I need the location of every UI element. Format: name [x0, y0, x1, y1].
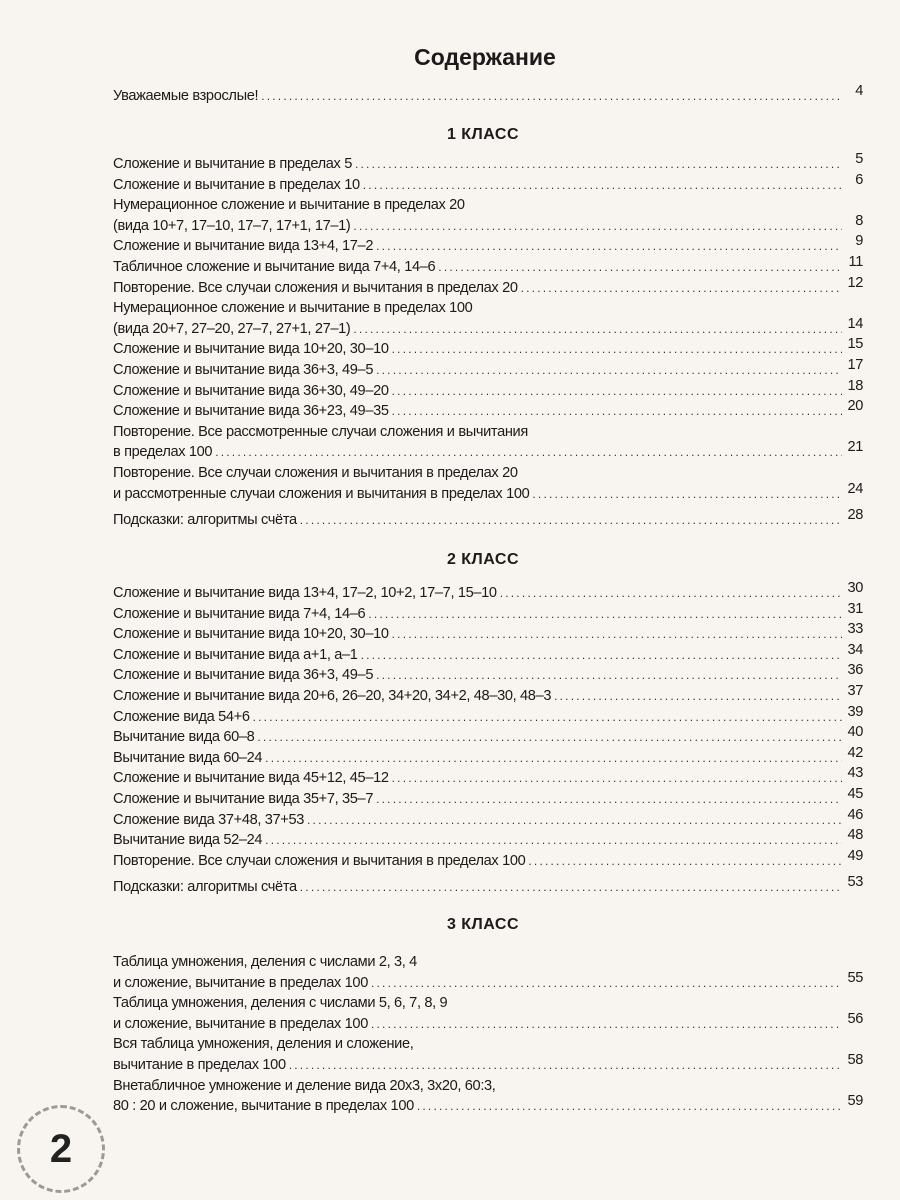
toc-entry-page: 14 — [847, 315, 863, 332]
toc-entry-page: 24 — [847, 480, 863, 497]
toc-entry-page: 33 — [847, 621, 863, 638]
toc-entry[interactable] — [113, 580, 863, 604]
toc-entry-label: Вычитание вида 60–8 — [113, 729, 255, 746]
section-2-entries — [113, 580, 863, 898]
toc-entry-line — [113, 1076, 863, 1097]
toc-entry-page: 36 — [847, 662, 863, 679]
toc-entry[interactable] — [113, 806, 863, 831]
dot-leader — [521, 278, 842, 299]
toc-entry-label: Сложение и вычитание вида 36+30, 49–20 — [113, 382, 389, 399]
toc-entry-label: Сложение и вычитание вида 13+4, 17–2, 10+2, 17–7, 15–10 — [113, 585, 497, 601]
page-number-badge — [17, 1105, 105, 1193]
toc-entry-label: Повторение. Все случаи сложения и вычитания в пределах 100 — [113, 852, 526, 869]
dot-leader — [355, 154, 842, 175]
dot-leader — [371, 1014, 842, 1035]
toc-entry-label: Таблица умножения, деления с числами 2, 3, 4 — [113, 954, 417, 970]
toc-entry[interactable] — [113, 298, 863, 339]
toc-entry-page: 17 — [847, 356, 863, 373]
toc-entry-line — [113, 1010, 863, 1035]
toc-entry-label: Вся таблица умножения, деления и сложение, — [113, 1036, 414, 1053]
dot-leader — [265, 830, 842, 851]
dot-leader — [392, 339, 842, 360]
toc-entry-page: 43 — [847, 765, 863, 782]
toc-entry-label: Сложение и вычитание вида 35+7, 35–7 — [113, 790, 374, 807]
toc-entry-hints[interactable] — [113, 507, 863, 531]
dot-leader — [376, 789, 842, 810]
toc-entry-label: Подсказки: алгоритмы счёта — [113, 879, 297, 896]
toc-entry-page: 46 — [847, 806, 863, 823]
toc-entry-page: 4 — [855, 83, 863, 99]
toc-entry-label: Повторение. Все случаи сложения и вычитания в пределах 20 — [113, 464, 518, 481]
toc-entry-page: 45 — [847, 785, 863, 802]
toc-entry-label: и сложение, вычитание в пределах 100 — [113, 974, 368, 991]
dot-leader — [392, 401, 842, 422]
toc-entry-line — [113, 422, 863, 443]
toc-entry-page: 21 — [847, 439, 863, 456]
toc-entry-line — [113, 439, 863, 463]
toc-entry-label: Сложение и вычитание в пределах 10 — [113, 176, 360, 193]
dot-leader — [265, 748, 842, 769]
toc-entry-line — [113, 969, 863, 994]
dot-leader — [371, 973, 842, 994]
toc-entry-page: 6 — [855, 171, 863, 188]
toc-entry-line — [113, 151, 863, 175]
toc-entry-line — [113, 507, 863, 531]
toc-entry-label: Сложение и вычитание вида 45+12, 45–12 — [113, 770, 389, 787]
dot-leader — [500, 583, 842, 604]
dot-leader — [554, 686, 842, 707]
toc-entry[interactable] — [113, 1076, 863, 1117]
toc-entry-label: Вычитание вида 60–24 — [113, 749, 263, 766]
toc-entry-page: 37 — [847, 682, 863, 699]
toc-entry-page: 58 — [847, 1051, 863, 1068]
toc-entry-line — [113, 993, 863, 1014]
toc-entry-label: вычитание в пределах 100 — [113, 1056, 286, 1073]
toc-entry-line — [113, 463, 863, 484]
toc-entry-label: (вида 20+7, 27–20, 27–7, 27+1, 27–1) — [113, 320, 351, 337]
toc-entry-line — [113, 827, 863, 851]
toc-entry[interactable] — [113, 1034, 863, 1075]
toc-entry-line — [113, 356, 863, 381]
toc-entry[interactable] — [113, 377, 863, 402]
toc-entry-line — [113, 398, 863, 422]
dot-leader — [376, 665, 842, 686]
toc-entry-label: 80 : 20 и сложение, вычитание в пределах 100 — [113, 1098, 414, 1115]
dot-leader — [261, 86, 842, 107]
toc-intro — [113, 83, 863, 107]
toc-entry[interactable] — [113, 785, 863, 810]
toc-entry-line — [113, 621, 863, 645]
toc-entry-line — [113, 1034, 863, 1055]
toc-entry-page: 48 — [847, 827, 863, 844]
toc-entry-page: 42 — [847, 744, 863, 761]
toc-entry-line — [113, 744, 863, 769]
dot-leader — [253, 707, 842, 728]
toc-entry[interactable] — [113, 662, 863, 686]
dot-leader — [417, 1096, 842, 1117]
toc-entry-line — [113, 298, 863, 319]
toc-entry[interactable] — [113, 621, 863, 645]
toc-entry-page: 8 — [855, 212, 863, 229]
toc-entry-label: Сложение и вычитание вида 10+20, 30–10 — [113, 626, 389, 643]
toc-entry[interactable] — [113, 336, 863, 360]
section-1-entries — [113, 151, 863, 531]
toc-entry[interactable] — [113, 993, 863, 1034]
toc-entry-line — [113, 195, 863, 216]
dot-leader — [392, 768, 842, 789]
toc-entry-label: (вида 10+7, 17–10, 17–7, 17+1, 17–1) — [113, 217, 351, 234]
toc-entry-line — [113, 724, 863, 748]
dot-leader — [257, 727, 842, 748]
dot-leader — [376, 236, 842, 257]
dot-leader — [528, 851, 842, 872]
toc-entry[interactable] — [113, 724, 863, 748]
toc-entry-hints[interactable] — [113, 874, 863, 898]
page-title: Содержание — [414, 44, 556, 70]
toc-entry-line — [113, 580, 863, 604]
toc-entry-label: Сложение и вычитание вида 10+20, 30–10 — [113, 341, 389, 358]
toc-entry-line — [113, 765, 863, 789]
toc-entry-line — [113, 952, 863, 973]
toc-entry[interactable] — [113, 744, 863, 769]
toc-entry[interactable] — [113, 952, 863, 993]
toc-entry[interactable] — [113, 274, 863, 299]
toc-entry-line — [113, 785, 863, 810]
toc-entry-page: 34 — [847, 641, 863, 658]
toc-entry[interactable] — [113, 356, 863, 381]
toc-entry-line — [113, 600, 863, 625]
toc-entry-label: Повторение. Все рассмотренные случаи сложения и вычитания — [113, 423, 528, 440]
toc-entry-label: Вычитание вида 52–24 — [113, 832, 263, 849]
dot-leader — [532, 484, 842, 505]
dot-leader — [307, 810, 842, 831]
toc-entry-line — [113, 1093, 863, 1117]
toc-entry-line — [113, 377, 863, 402]
toc-entry-page: 31 — [847, 600, 863, 617]
dot-leader — [361, 645, 842, 666]
toc-entry-label: Сложение и вычитание вида 7+4, 14–6 — [113, 605, 366, 622]
toc-entry-line — [113, 662, 863, 686]
toc-entry-page: 53 — [847, 874, 863, 891]
toc-entry[interactable] — [113, 83, 863, 107]
toc-entry[interactable] — [113, 195, 863, 236]
toc-entry-label: Сложение и вычитание вида 36+3, 49–5 — [113, 361, 374, 378]
toc-entry-line — [113, 1051, 863, 1076]
toc-entry-page: 15 — [847, 336, 863, 353]
toc-entry[interactable] — [113, 171, 863, 196]
toc-entry-page: 18 — [847, 377, 863, 394]
toc-entry[interactable] — [113, 422, 863, 463]
toc-entry-page: 12 — [847, 274, 863, 291]
toc-entry-line — [113, 212, 863, 237]
toc-entry-label: Повторение. Все случаи сложения и вычитания в пределах 20 — [113, 279, 518, 296]
dot-leader — [215, 442, 842, 463]
toc-entry-label: Уважаемые взрослые! — [113, 88, 259, 104]
toc-entry-page: 55 — [847, 969, 863, 986]
section-3-entries — [113, 952, 863, 1117]
toc-entry-label: Сложение и вычитание вида 13+4, 17–2 — [113, 238, 374, 255]
toc-entry[interactable] — [113, 765, 863, 789]
toc-entry-label: Нумерационное сложение и вычитание в пределах 100 — [113, 300, 473, 317]
toc-entry-label: Сложение и вычитание вида 36+3, 49–5 — [113, 667, 374, 684]
toc-entry-label: Внетабличное умножение и деление вида 20x3, 3x20, 60:3, — [113, 1077, 496, 1094]
dot-leader — [392, 381, 842, 402]
toc-entry[interactable] — [113, 233, 863, 257]
toc-entry-line — [113, 233, 863, 257]
toc-entry[interactable] — [113, 827, 863, 851]
toc-entry-page: 30 — [847, 580, 863, 596]
toc-entry-label: Сложение и вычитание вида a+1, a–1 — [113, 646, 358, 663]
toc-entry[interactable] — [113, 253, 863, 278]
toc-entry[interactable] — [113, 151, 863, 175]
toc-entry[interactable] — [113, 600, 863, 625]
toc-entry-line — [113, 315, 863, 340]
toc-entry-line — [113, 682, 863, 707]
toc-entry-page: 9 — [855, 233, 863, 250]
toc-entry-page: 59 — [847, 1093, 863, 1110]
toc-entry[interactable] — [113, 847, 863, 872]
page-number: 2 — [49, 1126, 73, 1171]
dot-leader — [300, 877, 842, 898]
dot-leader — [376, 360, 842, 381]
toc-entry-line — [113, 336, 863, 360]
dot-leader — [368, 604, 842, 625]
toc-entry-line — [113, 874, 863, 898]
toc-entry-line — [113, 806, 863, 831]
toc-entry-line — [113, 480, 863, 505]
toc-entry[interactable] — [113, 641, 863, 666]
dot-leader — [438, 257, 842, 278]
toc-entry[interactable] — [113, 682, 863, 707]
dot-leader — [300, 510, 842, 531]
toc-entry-label: Сложение и вычитание в пределах 5 — [113, 156, 352, 172]
toc-entry-label: и рассмотренные случаи сложения и вычитания в пределах 100 — [113, 485, 530, 502]
toc-entry-line — [113, 847, 863, 872]
toc-entry-line — [113, 253, 863, 278]
toc-entry-page: 28 — [847, 507, 863, 524]
dot-leader — [392, 624, 842, 645]
dot-leader — [363, 175, 842, 196]
toc-entry-label: Сложение вида 37+48, 37+53 — [113, 811, 305, 828]
section-heading-1: 1 КЛАСС — [446, 126, 520, 143]
toc-entry-label: Нумерационное сложение и вычитание в пределах 20 — [113, 197, 465, 214]
toc-entry-label: Сложение и вычитание вида 20+6, 26–20, 34+20, 34+2, 48–30, 48–3 — [113, 687, 552, 704]
section-heading-3: 3 КЛАСС — [446, 916, 520, 933]
toc-entry-label: Подсказки: алгоритмы счёта — [113, 512, 297, 529]
toc-entry-page: 39 — [847, 703, 863, 720]
toc-entry[interactable] — [113, 703, 863, 728]
section-heading-2: 2 КЛАСС — [446, 551, 520, 568]
toc-entry-line — [113, 641, 863, 666]
toc-entry-page: 5 — [855, 151, 863, 167]
toc-entry-page: 40 — [847, 724, 863, 741]
toc-entry-label: Табличное сложение и вычитание вида 7+4, 14–6 — [113, 258, 436, 275]
toc-entry-label: Сложение и вычитание вида 36+23, 49–35 — [113, 403, 389, 420]
toc-entry-label: Таблица умножения, деления с числами 5, 6, 7, 8, 9 — [113, 995, 448, 1012]
toc-entry-page: 56 — [847, 1010, 863, 1027]
toc-entry-page: 49 — [847, 847, 863, 864]
toc-entry[interactable] — [113, 463, 863, 504]
toc-entry-line — [113, 171, 863, 196]
toc-entry-page: 11 — [848, 253, 863, 270]
toc-entry-page: 20 — [847, 398, 863, 415]
toc-entry-label: в пределах 100 — [113, 444, 213, 461]
toc-entry-line — [113, 703, 863, 728]
dot-leader — [353, 319, 842, 340]
dot-leader — [353, 216, 842, 237]
toc-entry[interactable] — [113, 398, 863, 422]
dot-leader — [289, 1055, 842, 1076]
toc-entry-line — [113, 274, 863, 299]
toc-entry-label: и сложение, вычитание в пределах 100 — [113, 1015, 368, 1032]
toc-entry-label: Сложение вида 54+6 — [113, 708, 250, 725]
